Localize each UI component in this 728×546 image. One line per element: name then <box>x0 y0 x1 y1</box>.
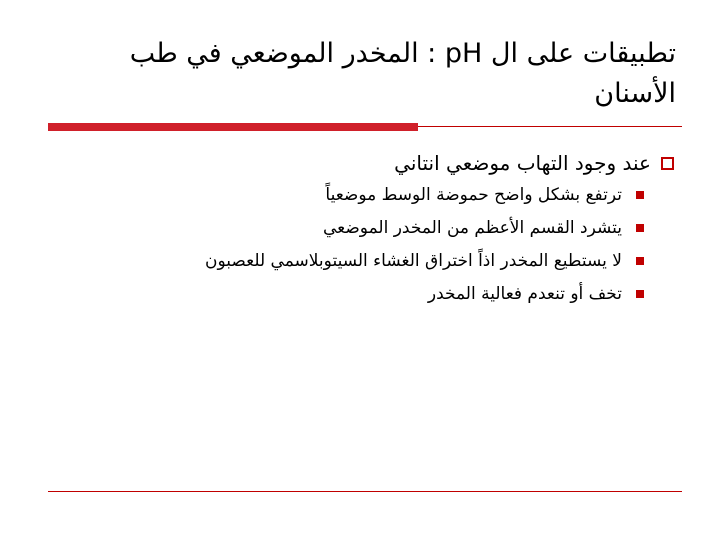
filled-square-bullet-icon <box>636 224 644 232</box>
title-accent-bar <box>48 123 418 131</box>
bullet-item-level-2 <box>38 244 644 277</box>
slide-title <box>76 34 676 114</box>
bullet-text: عند وجود التهاب موضعي انتاني <box>394 151 651 175</box>
filled-square-bullet-icon <box>636 257 644 265</box>
footer-divider-line <box>48 491 682 492</box>
filled-square-bullet-icon <box>636 191 644 199</box>
bullet-text: تخف أو تنعدم فعالية المخدر <box>427 283 622 304</box>
bullet-item-level-2 <box>38 178 644 211</box>
bullet-text: لا يستطيع المخدر اذاً اختراق الغشاء السيتوبلاسمي للعصبون <box>205 250 622 271</box>
slide-body <box>38 148 678 310</box>
slide-title-line-1: تطبيقات على ال pH : المخدر الموضعي في طب <box>129 38 676 69</box>
bullet-item-level-2 <box>38 277 644 310</box>
bullet-item-level-2 <box>38 211 644 244</box>
bullet-text: يتشرد القسم الأعظم من المخدر الموضعي <box>322 217 622 238</box>
hollow-square-bullet-icon <box>661 157 674 170</box>
slide-title-line-2: الأسنان <box>594 78 676 109</box>
filled-square-bullet-icon <box>636 290 644 298</box>
bullet-item-level-1 <box>38 148 678 178</box>
bullet-text: ترتفع بشكل واضح حموضة الوسط موضعياً <box>325 184 622 205</box>
